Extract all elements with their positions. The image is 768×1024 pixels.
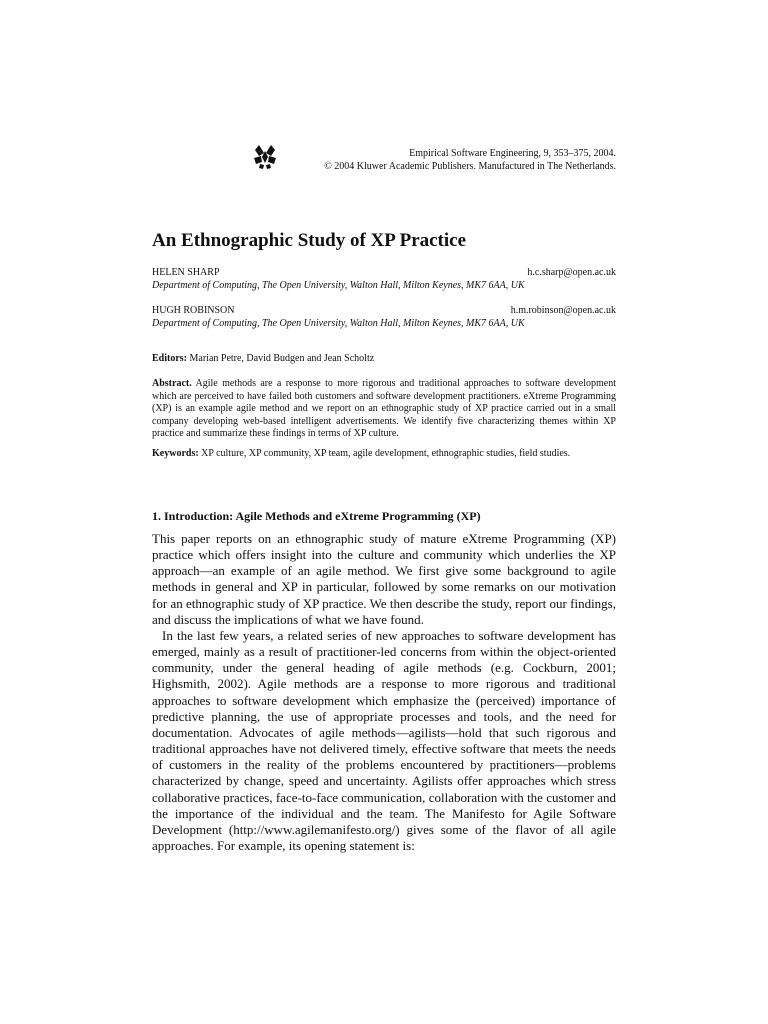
editors-label: Editors: — [152, 353, 187, 364]
section-heading: 1. Introduction: Agile Methods and eXtreme Programming (XP) — [152, 509, 481, 523]
body-paragraph: This paper reports on an ethnographic study of mature eXtreme Programming (XP) practice which offers insight into the culture and community which underlies the XP approach—an example of an agile method. We first give some background to agile methods in general and XP in particular, followed by some remarks on our motivation for an ethnographic study of XP practice. We then describe the study, report our findings, and discuss the implications of what we have found. — [152, 531, 616, 627]
abstract — [152, 378, 616, 441]
citation-line: Empirical Software Engineering, 9, 353–375, 2004. — [409, 148, 616, 159]
keywords-line — [152, 448, 616, 461]
editors-line — [152, 353, 616, 366]
publisher-logo-icon — [253, 144, 277, 170]
body-paragraph: In the last few years, a related series of new approaches to software development has emerged, mainly as a result of practitioner-led concerns from within the object-oriented community, under the general heading of agile methods (e.g. Cockburn, 2001; Highsmith, 2002). Agile methods are a response to more rigorous and traditional approaches to software development which emphasize the (perceived) importance of predictive planning, the use of appropriate processes and tools, and the need for documentation. Advocates of agile methods—agilists—hold that such rigorous and traditional approaches have not delivered timely, effective software that meets the needs of customers in the reality of the problems encountered by practitioners—problems characterized by change, speed and uncertainty. Agilists offer approaches which stress collaborative practices, face-to-face communication, collaboration with the customer and the importance of the individual and the team. The Manifesto for Agile Software Development (http://www.agilemanifesto.org/) gives some of the flavor of all agile approaches. For example, its opening statement is: — [152, 627, 616, 853]
paper-title: An Ethnographic Study of XP Practice — [152, 230, 467, 251]
author-email: h.m.robinson@open.ac.uk — [510, 305, 616, 316]
author-name: HELEN SHARP — [152, 267, 220, 278]
keywords-text: XP culture, XP community, XP team, agile development, ethnographic studies, field studies. — [201, 448, 571, 459]
author-affiliation: Department of Computing, The Open University, Walton Hall, Milton Keynes, MK7 6AA, UK — [152, 280, 525, 291]
copyright-line: © 2004 Kluwer Academic Publishers. Manufactured in The Netherlands. — [324, 161, 616, 172]
author-name: HUGH ROBINSON — [152, 305, 235, 316]
abstract-text: Agile methods are a response to more rigorous and traditional approaches to software development which are perceived to have failed both customers and software development practitioners. eXtreme Programming (XP) is an example agile method and we report on an ethnographic study of XP practice carried out in a small company developing web-based intelligent advertisements. We identify five characterizing themes within XP practice and summarize these findings in terms of XP culture. — [152, 378, 616, 439]
journal-citation — [290, 147, 616, 173]
author-email: h.c.sharp@open.ac.uk — [527, 267, 616, 278]
editors-names: Marian Petre, David Budgen and Jean Scholtz — [189, 353, 375, 364]
abstract-label: Abstract. — [152, 378, 192, 389]
section-body — [152, 531, 616, 854]
author-block — [152, 304, 616, 330]
keywords-label: Keywords: — [152, 448, 199, 459]
author-block — [152, 266, 616, 292]
author-affiliation: Department of Computing, The Open University, Walton Hall, Milton Keynes, MK7 6AA, UK — [152, 318, 525, 329]
